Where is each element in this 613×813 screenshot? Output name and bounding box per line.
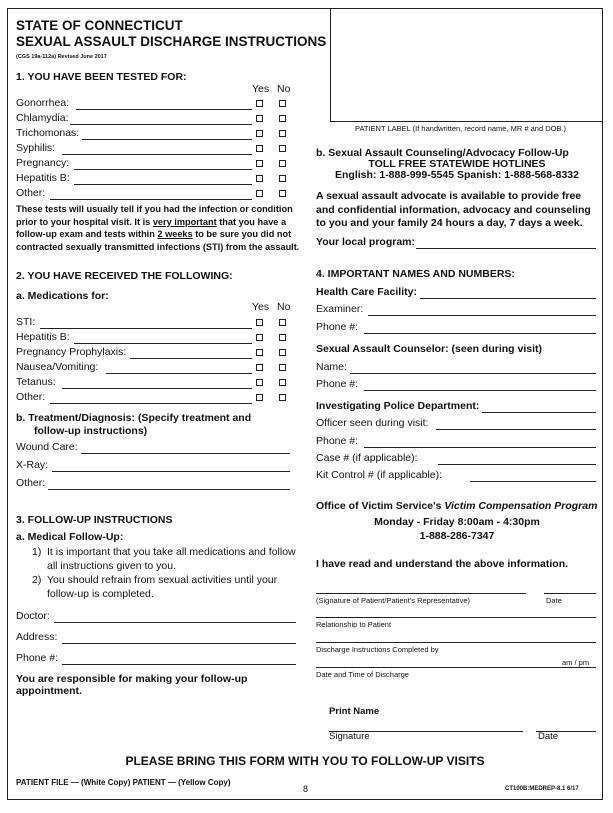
- tested-label: Other:: [16, 187, 46, 199]
- staff-signature-caption: Signature: [329, 731, 370, 742]
- yes-checkbox[interactable]: [256, 175, 263, 182]
- facility-phone-label: Phone #:: [316, 321, 359, 333]
- yes-checkbox[interactable]: [256, 130, 263, 137]
- responsible-line2: appointment.: [16, 685, 82, 697]
- bring-form-notice: PLEASE BRING THIS FORM WITH YOU TO FOLLOW-UP VISITS: [125, 754, 485, 768]
- no-header: No: [277, 83, 291, 95]
- tested-label: Chlamydia:: [16, 112, 69, 124]
- yes-checkbox[interactable]: [256, 319, 263, 326]
- form-title-line2: SEXUAL ASSAULT DISCHARGE INSTRUCTIONS: [16, 34, 327, 49]
- tested-line[interactable]: [74, 169, 252, 170]
- no-checkbox[interactable]: [279, 190, 286, 197]
- tested-label: Syphilis:: [16, 142, 56, 154]
- kit-line[interactable]: [470, 481, 596, 482]
- police-label: Investigating Police Department:: [316, 400, 480, 412]
- section3-title: 3. FOLLOW-UP INSTRUCTIONS: [16, 514, 173, 526]
- section4-title: 4. IMPORTANT NAMES AND NUMBERS:: [316, 268, 515, 280]
- no-checkbox[interactable]: [279, 115, 286, 122]
- section1-title: 1. YOU HAVE BEEN TESTED FOR:: [16, 71, 187, 83]
- case-line[interactable]: [438, 464, 596, 465]
- tested-line[interactable]: [50, 199, 252, 200]
- responsible-line1: You are responsible for making your follow-up: [16, 673, 248, 685]
- patient-label-caption: PATIENT LABEL (If handwritten, record name, MR # and DOB.): [355, 124, 567, 133]
- wound-care-line[interactable]: [81, 453, 290, 454]
- doctor-phone-line[interactable]: [62, 664, 296, 665]
- discharge-by-caption: Discharge Instructions Completed by: [316, 645, 439, 654]
- med-label: STI:: [16, 316, 36, 328]
- case-label: Case # (if applicable):: [316, 452, 418, 464]
- yes-checkbox[interactable]: [256, 364, 263, 371]
- patient-signature-line[interactable]: [316, 593, 526, 594]
- local-program-label: Your local program:: [316, 236, 415, 248]
- xray-line[interactable]: [52, 471, 290, 472]
- discharge-by-line[interactable]: [316, 642, 596, 643]
- page-number: 8: [303, 784, 309, 794]
- yes-header: Yes: [252, 301, 270, 313]
- yes-checkbox[interactable]: [256, 145, 263, 152]
- officer-line[interactable]: [436, 429, 596, 430]
- yes-checkbox[interactable]: [256, 100, 263, 107]
- treatment-subtitle-line1: b. Treatment/Diagnosis: (Specify treatment and: [16, 412, 252, 424]
- med-label: Other:: [16, 391, 46, 403]
- counseling-title: b. Sexual Assault Counseling/Advocacy Follow-Up: [316, 147, 569, 159]
- discharge-datetime-caption: Date and Time of Discharge: [316, 670, 409, 679]
- facility-phone-line[interactable]: [364, 333, 596, 334]
- treatment-other-label: Other:: [16, 477, 46, 489]
- yes-header: Yes: [252, 83, 270, 95]
- read-statement: I have read and understand the above information.: [316, 558, 569, 570]
- item1-line2: all instructions given to you.: [47, 560, 176, 572]
- yes-checkbox[interactable]: [256, 115, 263, 122]
- treatment-other-line[interactable]: [48, 489, 290, 490]
- discharge-datetime-line[interactable]: [316, 667, 596, 668]
- address-line[interactable]: [62, 643, 296, 644]
- kit-label: Kit Control # (if applicable):: [316, 469, 443, 481]
- relationship-caption: Relationship to Patient: [316, 620, 392, 629]
- no-checkbox[interactable]: [279, 175, 286, 182]
- relationship-line[interactable]: [316, 617, 596, 618]
- officer-label: Officer seen during visit:: [316, 417, 429, 429]
- no-header: No: [277, 301, 291, 313]
- no-checkbox[interactable]: [279, 334, 286, 341]
- medications-subtitle: a. Medications for:: [16, 290, 109, 302]
- hotlines-heading: TOLL FREE STATEWIDE HOTLINES: [368, 158, 546, 170]
- copy-distribution: PATIENT FILE — (White Copy) PATIENT — (Yellow Copy): [16, 778, 231, 787]
- counselor-label: Sexual Assault Counselor: (seen during visit): [316, 343, 542, 355]
- ampm-label: am / pm: [562, 658, 590, 667]
- counselor-phone-label: Phone #:: [316, 378, 359, 390]
- no-checkbox[interactable]: [279, 394, 286, 401]
- tested-label: Hepatitis B:: [16, 172, 70, 184]
- staff-date-caption: Date: [538, 731, 559, 742]
- item2-number: 2): [32, 574, 42, 586]
- address-label: Address:: [16, 631, 58, 643]
- doctor-label: Doctor:: [16, 610, 50, 622]
- med-line[interactable]: [106, 373, 252, 374]
- counselor-name-line[interactable]: [350, 373, 596, 374]
- med-label: Tetanus:: [16, 376, 56, 388]
- tested-label: Gonorrhea:: [16, 97, 70, 109]
- no-checkbox[interactable]: [279, 100, 286, 107]
- victim-services-heading: Office of Victim Service's Victim Compensation Program: [316, 500, 598, 512]
- med-line[interactable]: [130, 358, 252, 359]
- item2-line1: You should refrain from sexual activities until your: [47, 574, 278, 586]
- local-program-line[interactable]: [416, 248, 596, 249]
- tested-line[interactable]: [82, 139, 252, 140]
- health-facility-label: Health Care Facility:: [316, 286, 417, 298]
- hotline-numbers: English: 1-888-999-5545 Spanish: 1-888-568-8332: [335, 169, 579, 181]
- tests-note: These tests will usually tell if you had the infection or condition prior to your hospital visit. It is very important that you have a follow-up exam and tests within 2 weeks to be sure you did not contracted sexually transmitted infections (STI) from the assault.: [16, 204, 300, 252]
- health-facility-line[interactable]: [420, 298, 596, 299]
- no-checkbox[interactable]: [279, 160, 286, 167]
- victim-phone: 1-888-286-7347: [419, 530, 495, 542]
- form-page: [7, 8, 603, 800]
- tested-line[interactable]: [74, 184, 252, 185]
- no-checkbox[interactable]: [279, 349, 286, 356]
- patient-signature-caption: (Signature of Patient/Patient's Representative): [316, 596, 471, 605]
- doctor-phone-label: Phone #:: [16, 652, 59, 664]
- yes-checkbox[interactable]: [256, 394, 263, 401]
- tested-label: Pregnancy:: [16, 157, 70, 169]
- examiner-line[interactable]: [368, 315, 596, 316]
- police-line[interactable]: [482, 412, 596, 413]
- item1-line1: It is important that you take all medications and follow: [47, 546, 296, 558]
- med-label: Nausea/Vomiting:: [16, 361, 99, 373]
- patient-date-line[interactable]: [544, 593, 596, 594]
- advocate-text: A sexual assault advocate is available to provide free and confidential information, advocacy and counseling to you and your family 24 hours a day, 7 days a week.: [316, 190, 591, 229]
- med-label: Pregnancy Prophylaxis:: [16, 346, 127, 358]
- tested-label: Trichomonas:: [16, 127, 80, 139]
- yes-checkbox[interactable]: [256, 379, 263, 386]
- revision-note: (CGS 19a-112a) Revised June 2017: [16, 54, 107, 60]
- yes-checkbox[interactable]: [256, 190, 263, 197]
- tested-line[interactable]: [70, 124, 252, 125]
- med-line[interactable]: [62, 388, 252, 389]
- victim-hours: Monday - Friday 8:00am - 4:30pm: [374, 516, 540, 528]
- tested-line[interactable]: [62, 154, 252, 155]
- form-title-line1: STATE OF CONNECTICUT: [16, 18, 183, 33]
- med-line[interactable]: [50, 403, 252, 404]
- yes-checkbox[interactable]: [256, 334, 263, 341]
- doctor-line[interactable]: [54, 622, 296, 623]
- item2-line2: follow-up is completed.: [47, 588, 154, 600]
- police-phone-line[interactable]: [364, 447, 596, 448]
- patient-date-caption: Date: [546, 596, 562, 605]
- patient-label-box[interactable]: [330, 9, 603, 122]
- section2-title: 2. YOU HAVE RECEIVED THE FOLLOWING:: [16, 270, 233, 282]
- treatment-subtitle-line2: follow-up instructions): [34, 425, 148, 437]
- item1-number: 1): [32, 546, 42, 558]
- no-checkbox[interactable]: [279, 130, 286, 137]
- medical-followup-subtitle: a. Medical Follow-Up:: [16, 531, 124, 543]
- no-checkbox[interactable]: [279, 364, 286, 371]
- tested-line[interactable]: [76, 109, 252, 110]
- no-checkbox[interactable]: [279, 379, 286, 386]
- yes-checkbox[interactable]: [256, 349, 263, 356]
- med-line[interactable]: [40, 328, 252, 329]
- counselor-name-label: Name:: [316, 361, 347, 373]
- counselor-phone-line[interactable]: [364, 390, 596, 391]
- no-checkbox[interactable]: [279, 319, 286, 326]
- med-line[interactable]: [74, 343, 252, 344]
- police-phone-label: Phone #:: [316, 435, 359, 447]
- yes-checkbox[interactable]: [256, 160, 263, 167]
- print-name-label: Print Name: [329, 706, 380, 717]
- no-checkbox[interactable]: [279, 145, 286, 152]
- examiner-label: Examiner:: [316, 303, 364, 315]
- form-code: CT100B:MEDREP-8.1 6/17: [505, 786, 579, 792]
- wound-care-label: Wound Care:: [16, 441, 78, 453]
- xray-label: X-Ray:: [16, 459, 49, 471]
- med-label: Hepatitis B:: [16, 331, 70, 343]
